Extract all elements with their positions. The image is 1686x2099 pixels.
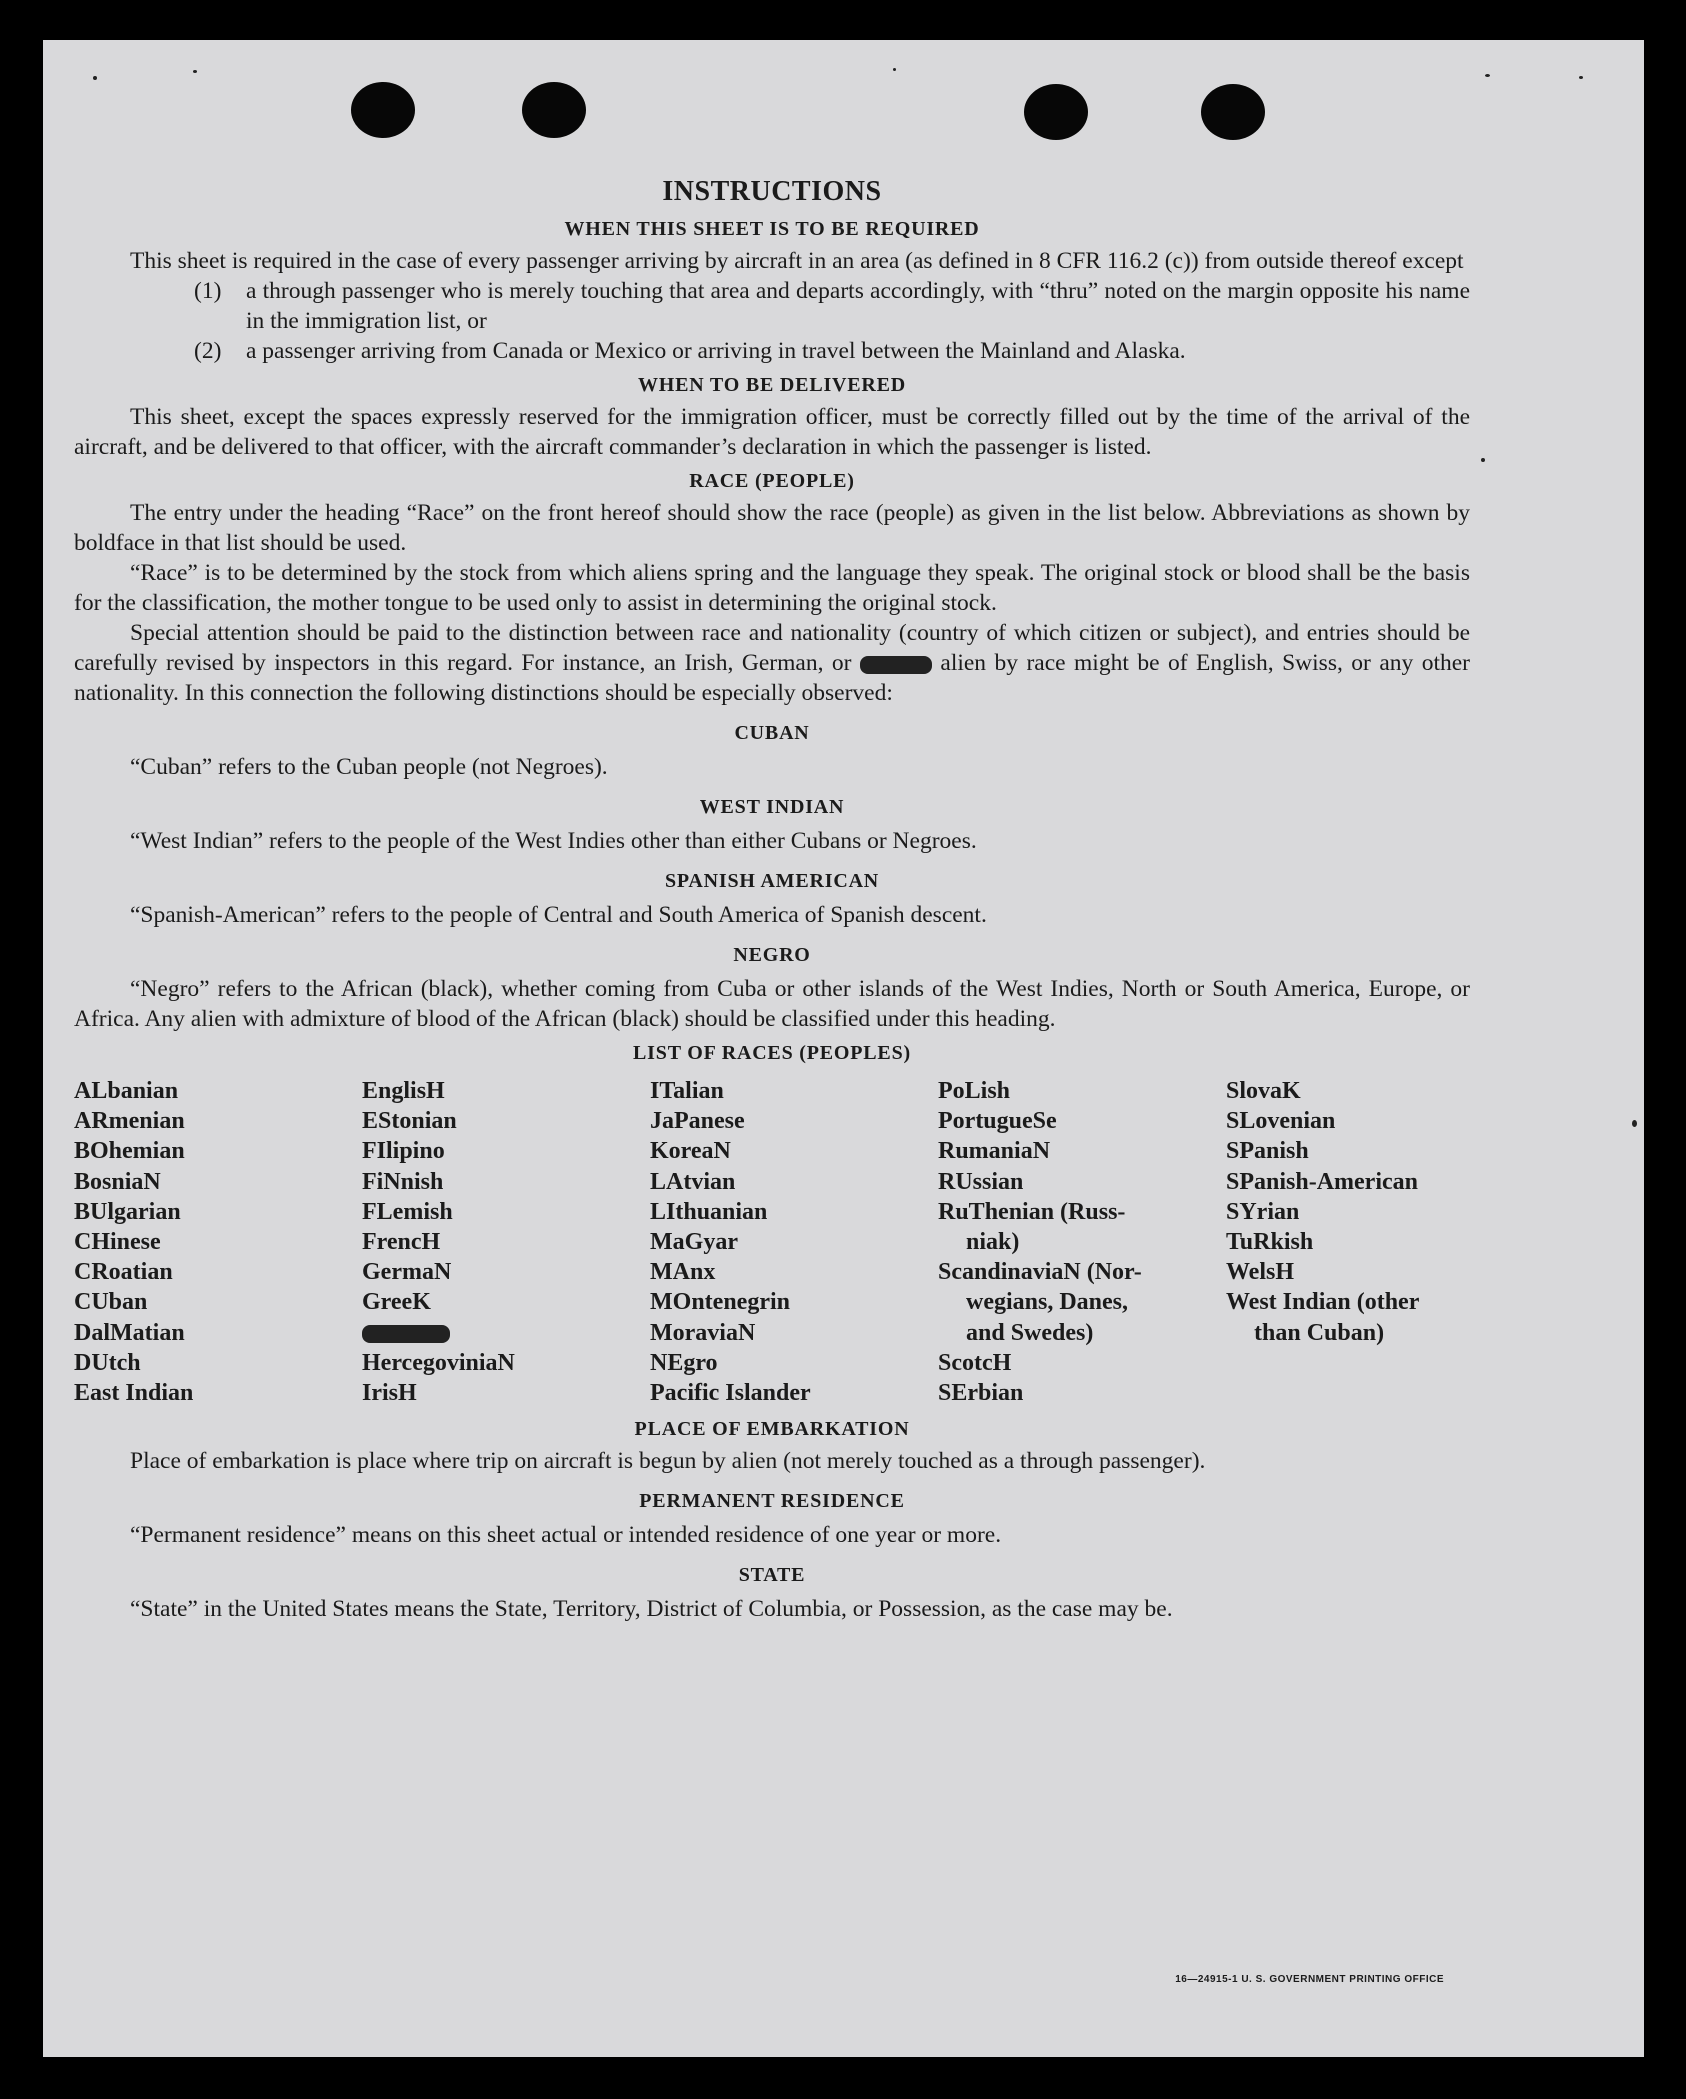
- exception-number: (2): [194, 338, 222, 364]
- required-paragraph: This sheet is required in the case of every passenger arriving by aircraft in an area (as defined in 8 CFR 116.2 (c)) from outside thereof except: [130, 248, 1464, 274]
- race-item-continuation: wegians, Danes,: [966, 1289, 1129, 1316]
- document-sheet: [43, 40, 1644, 2057]
- race-item-line: ScandinaviaN (Nor-: [938, 1259, 1142, 1286]
- west-indian-paragraph: “West Indian” refers to the people of the West Indies other than either Cubans or Negroes.: [130, 828, 977, 854]
- race-item: BosniaN: [74, 1168, 161, 1195]
- cuban-paragraph: “Cuban” refers to the Cuban people (not Negroes).: [130, 754, 608, 780]
- speck: [93, 76, 97, 80]
- race-paragraph-3-part-1: Special attention should be paid to the distinction between race and nationality (country of which citizen or subject), and entries should be carefully revised by inspectors in this regard. For instance, an Irish, German, or: [74, 620, 1470, 676]
- race-item: SPanish-American: [1226, 1168, 1418, 1195]
- speck: [1485, 74, 1490, 77]
- race-item: MoraviaN: [650, 1319, 756, 1346]
- races-column-4: [938, 1076, 1226, 1408]
- race-item: IrisH: [362, 1380, 417, 1407]
- race-item: ITalian: [650, 1078, 724, 1104]
- race-item-line: RuThenian (Russ-: [938, 1198, 1126, 1225]
- race-item: ScotcH: [938, 1349, 1012, 1376]
- speck: [893, 68, 896, 71]
- embarkation-paragraph: Place of embarkation is place where trip on aircraft is begun by alien (not merely touched as a through passenger).: [130, 1448, 1206, 1475]
- section-heading-spanish-american: SPANISH AMERICAN: [664, 870, 880, 892]
- race-item: WelsH: [1226, 1259, 1295, 1286]
- section-heading-required: WHEN THIS SHEET IS TO BE REQUIRED: [564, 218, 980, 240]
- races-column-1: [74, 1076, 362, 1408]
- spanish-american-paragraph: “Spanish-American” refers to the people of Central and South America of Spanish descent.: [130, 902, 987, 928]
- race-item: SErbian: [938, 1380, 1024, 1407]
- race-item: NEgro: [650, 1349, 718, 1376]
- race-item: East Indian: [74, 1380, 194, 1407]
- section-heading-state: STATE: [738, 1564, 806, 1587]
- speck: [1632, 1120, 1637, 1127]
- race-item: DUtch: [74, 1349, 141, 1376]
- punch-hole: [1201, 84, 1265, 140]
- race-item: PoLish: [938, 1078, 1011, 1104]
- race-item: FIlipino: [362, 1138, 445, 1165]
- page-title: INSTRUCTIONS: [662, 176, 882, 207]
- race-item-continuation: niak): [966, 1229, 1020, 1256]
- race-paragraph-1: The entry under the heading “Race” on the front hereof should show the race (people) as given in the list below. Abbreviations as shown by boldface in that list should be used.: [74, 500, 1470, 556]
- speck: [1579, 76, 1583, 79]
- race-item: GermaN: [362, 1259, 452, 1286]
- race-item: KoreaN: [650, 1138, 731, 1165]
- race-item: ALbanian: [74, 1078, 179, 1104]
- race-item: MAnx: [650, 1259, 716, 1286]
- race-item: EStonian: [362, 1108, 457, 1135]
- race-item: SLovenian: [1226, 1108, 1336, 1135]
- race-item: LIthuanian: [650, 1198, 768, 1225]
- redaction-mark: [860, 656, 932, 674]
- race-item-line: West Indian (other: [1226, 1289, 1420, 1316]
- race-item: BUlgarian: [74, 1198, 181, 1225]
- exception-item: [194, 276, 1470, 336]
- section-heading-negro: NEGRO: [733, 944, 811, 966]
- race-item: Pacific Islander: [650, 1380, 811, 1407]
- speck: [1481, 458, 1485, 462]
- race-item: SlovaK: [1226, 1078, 1301, 1104]
- race-item: JaPanese: [650, 1108, 745, 1135]
- race-item: LAtvian: [650, 1168, 736, 1195]
- section-heading-west-indian: WEST INDIAN: [699, 796, 845, 818]
- negro-paragraph: “Negro” refers to the African (black), whether coming from Cuba or other islands of the West Indies, North or South America, Europe, or Africa. Any alien with admixture of blood of the African (black) should be classified under this heading.: [74, 976, 1470, 1032]
- race-item: DalMatian: [74, 1319, 185, 1346]
- races-column-5: [1226, 1076, 1470, 1408]
- race-item: FiNnish: [362, 1168, 444, 1195]
- section-heading-delivered: WHEN TO BE DELIVERED: [637, 374, 907, 396]
- section-heading-cuban: CUBAN: [734, 722, 810, 744]
- race-paragraph-3: [74, 618, 1470, 708]
- race-item: GreeK: [362, 1289, 431, 1316]
- race-item: CHinese: [74, 1229, 161, 1256]
- punch-hole: [351, 82, 415, 138]
- punch-hole: [522, 82, 586, 138]
- race-item: FLemish: [362, 1198, 453, 1225]
- exception-item: [194, 336, 1470, 366]
- races-list: [74, 1076, 1470, 1408]
- race-item: EnglisH: [362, 1078, 445, 1104]
- exception-text: a through passenger who is merely touching that area and departs accordingly, with “thru” noted on the margin opposite his name in the immigration list, or: [246, 278, 1470, 334]
- race-item: ARmenian: [74, 1108, 185, 1135]
- instructions-content: [74, 174, 1470, 1624]
- race-paragraph-2: “Race” is to be determined by the stock from which aliens spring and the language they speak. The original stock or blood shall be the basis for the classification, the mother tongue to be used only to assist in determining the original stock.: [74, 560, 1470, 616]
- redaction-mark: [362, 1325, 450, 1343]
- delivered-paragraph: This sheet, except the spaces expressly reserved for the immigration officer, must be correctly filled out by the time of the arrival of the aircraft, and be delivered to that officer, with the aircraft commander’s declaration in which the passenger is listed.: [74, 404, 1470, 460]
- section-heading-embarkation: PLACE OF EMBARKATION: [634, 1418, 910, 1441]
- exception-number: (1): [194, 278, 222, 304]
- race-item: SYrian: [1226, 1198, 1300, 1225]
- race-item: RumaniaN: [938, 1138, 1051, 1165]
- printing-office-code: 16—24915-1 U. S. GOVERNMENT PRINTING OFFICE: [1175, 1974, 1444, 1985]
- exception-text: a passenger arriving from Canada or Mexico or arriving in travel between the Mainland and Alaska.: [246, 338, 1186, 364]
- race-item: HercegoviniaN: [362, 1349, 515, 1376]
- section-heading-race: RACE (PEOPLE): [689, 470, 855, 492]
- race-paragraph-3-part-2: alien by race might be of English, Swiss, or any other nationality. In this connection the following distinctions should be especially observed:: [74, 650, 1470, 706]
- race-item-continuation: than Cuban): [1254, 1319, 1385, 1346]
- residence-paragraph: “Permanent residence” means on this sheet actual or intended residence of one year or more.: [130, 1522, 1002, 1549]
- race-item: TuRkish: [1226, 1229, 1314, 1256]
- race-item: FrencH: [362, 1229, 441, 1256]
- speck: [193, 70, 197, 73]
- races-column-2: [362, 1076, 650, 1408]
- race-item: BOhemian: [74, 1138, 185, 1165]
- race-item: MOntenegrin: [650, 1289, 790, 1316]
- race-item: CUban: [74, 1289, 148, 1316]
- race-item: PortugueSe: [938, 1108, 1057, 1135]
- section-heading-residence: PERMANENT RESIDENCE: [639, 1490, 905, 1513]
- race-item-continuation: and Swedes): [966, 1319, 1094, 1346]
- race-item-redacted: [362, 1318, 650, 1348]
- race-item: MaGyar: [650, 1229, 738, 1256]
- punch-hole: [1024, 84, 1088, 140]
- race-item: RUssian: [938, 1168, 1024, 1195]
- state-paragraph: “State” in the United States means the State, Territory, District of Columbia, or Possession, as the case may be.: [130, 1596, 1173, 1623]
- races-column-3: [650, 1076, 938, 1408]
- section-heading-races-list: LIST OF RACES (PEOPLES): [633, 1042, 911, 1064]
- race-item: CRoatian: [74, 1259, 173, 1286]
- race-item: SPanish: [1226, 1138, 1309, 1165]
